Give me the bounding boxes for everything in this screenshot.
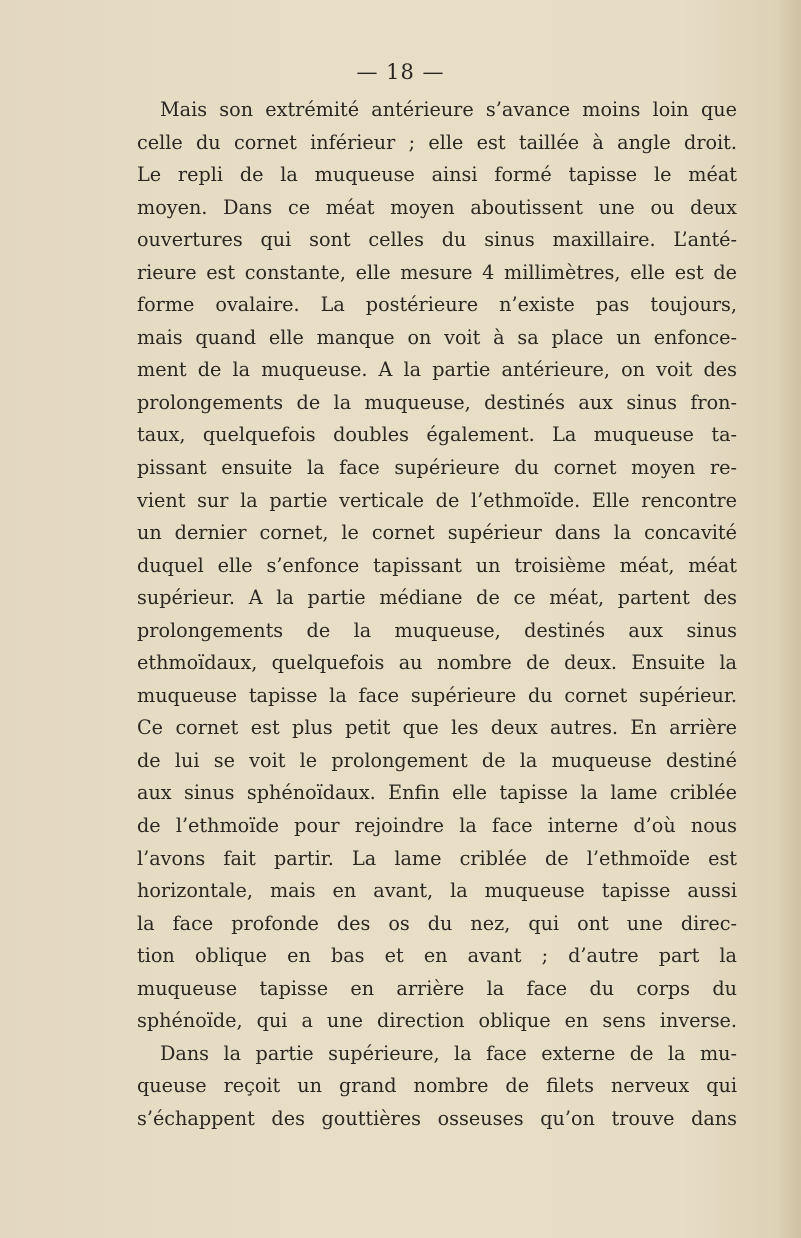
- text-line: vient sur la partie verticale de l’ethmoïde. Elle rencontre: [137, 488, 737, 512]
- text-line: muqueuse tapisse la face supérieure du cornet supérieur.: [137, 683, 737, 707]
- text-line: ment de la muqueuse. A la partie antérieure, on voit des: [137, 358, 737, 382]
- text-line: Ce cornet est plus petit que les deux autres. En arrière: [137, 716, 737, 740]
- text-line: ethmoïdaux, quelquefois au nombre de deux. Ensuite la: [137, 651, 737, 675]
- text-line: ouvertures qui sont celles du sinus maxillaire. L’anté-: [137, 228, 737, 252]
- text-line: queuse reçoit un grand nombre de filets nerveux qui: [137, 1074, 737, 1098]
- text-line: horizontale, mais en avant, la muqueuse tapisse aussi: [137, 879, 737, 903]
- text-line: un dernier cornet, le cornet supérieur dans la concavité: [137, 521, 737, 545]
- text-line: forme ovalaire. La postérieure n’existe pas toujours,: [137, 293, 737, 317]
- text-line: taux, quelquefois doubles également. La muqueuse ta-: [137, 423, 737, 447]
- text-line: moyen. Dans ce méat moyen aboutissent une ou deux: [137, 195, 737, 219]
- text-line: de lui se voit le prolongement de la muqueuse destiné: [137, 748, 737, 772]
- text-line: pissant ensuite la face supérieure du cornet moyen re-: [137, 456, 737, 480]
- text-line: la face profonde des os du nez, qui ont une direc-: [137, 911, 737, 935]
- text-line: prolongements de la muqueuse, destinés aux sinus fron-: [137, 390, 737, 414]
- body-text: [137, 94, 737, 1136]
- text-line: celle du cornet inférieur ; elle est taillée à angle droit.: [137, 130, 737, 154]
- text-line: Le repli de la muqueuse ainsi formé tapisse le méat: [137, 163, 737, 187]
- text-line: rieure est constante, elle mesure 4 millimètres, elle est de: [137, 260, 737, 284]
- text-line: tion oblique en bas et en avant ; d’autre part la: [137, 944, 737, 968]
- text-line: aux sinus sphénoïdaux. Enfin elle tapisse la lame criblée: [137, 781, 737, 805]
- text-line: supérieur. A la partie médiane de ce méat, partent des: [137, 586, 737, 610]
- text-line: l’avons fait partir. La lame criblée de l’ethmoïde est: [137, 846, 737, 870]
- text-line: prolongements de la muqueuse, destinés aux sinus: [137, 618, 737, 642]
- page-number: — 18 —: [356, 60, 445, 84]
- text-line: s’échappent des gouttières osseuses qu’on trouve dans: [137, 1106, 737, 1130]
- text-line: Mais son extrémité antérieure s’avance moins loin que: [160, 98, 737, 121]
- text-line: duquel elle s’enfonce tapissant un troisième méat, méat: [137, 553, 737, 577]
- text-line: sphénoïde, qui a une direction oblique en sens inverse.: [137, 1009, 737, 1033]
- text-line: de l’ethmoïde pour rejoindre la face interne d’où nous: [137, 814, 737, 838]
- text-line: muqueuse tapisse en arrière la face du corps du: [137, 976, 737, 1000]
- text-line: Dans la partie supérieure, la face externe de la mu-: [160, 1041, 737, 1065]
- text-line: mais quand elle manque on voit à sa place un enfonce-: [137, 325, 737, 349]
